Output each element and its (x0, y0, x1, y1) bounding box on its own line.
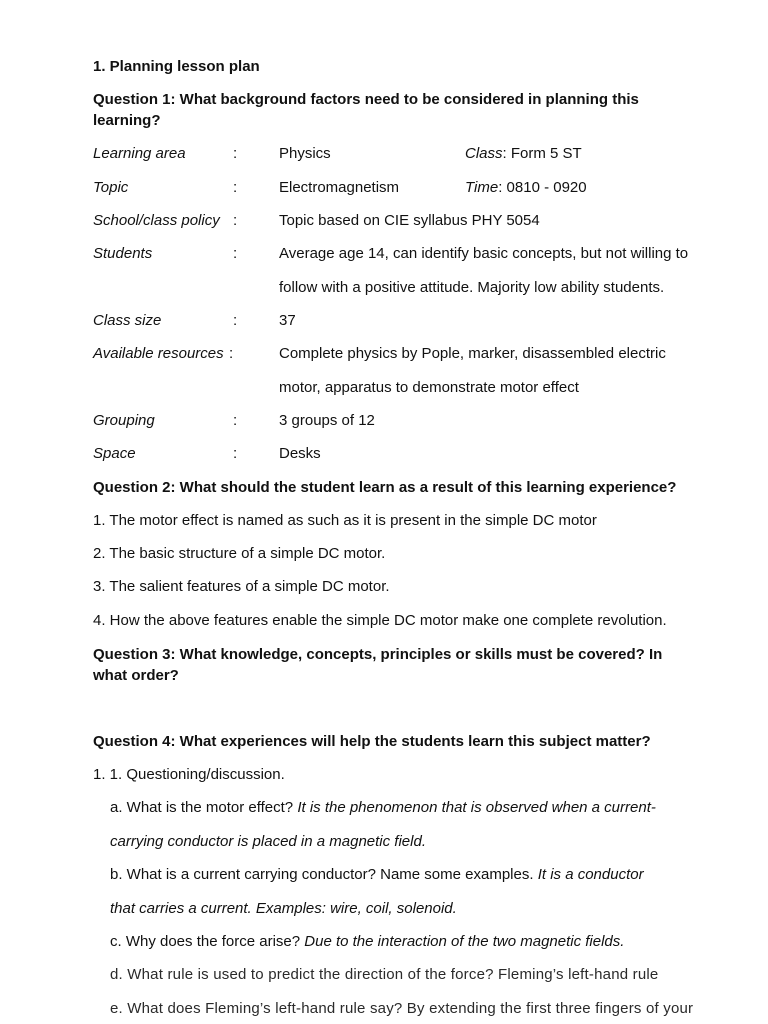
row-label: Students (93, 245, 153, 262)
row-school-policy (93, 212, 733, 230)
row-colon: : (233, 212, 238, 229)
time-key: Time (465, 179, 499, 196)
question-3-title-line1: Question 3: What knowledge, concepts, principles or skills must be covered? In (93, 646, 663, 663)
row-colon: : (233, 145, 238, 162)
row-colon: : (233, 445, 238, 462)
row-label: Class size (93, 312, 162, 329)
row-extra (465, 145, 582, 163)
row-label: Topic (93, 179, 129, 196)
question-2-title: Question 2: What should the student learn as a result of this learning experience? (93, 479, 677, 496)
row-label: Learning area (93, 145, 186, 162)
sub-item-c (110, 933, 624, 951)
class-key: Class (465, 145, 503, 162)
row-value: Desks (279, 445, 321, 462)
row-resources-continuation: motor, apparatus to demonstrate motor effect (279, 379, 579, 396)
section-heading: 1. Planning lesson plan (93, 58, 260, 75)
row-value: Physics (279, 145, 331, 162)
time-value: : 0810 - 0920 (498, 179, 587, 196)
row-colon: : (233, 179, 238, 196)
sub-answer: It is a conductor (537, 866, 644, 883)
row-space (93, 445, 733, 463)
list-item: 2. The basic structure of a simple DC motor. (93, 545, 386, 562)
row-value: Average age 14, can identify basic concepts, but not willing to (279, 245, 689, 262)
row-colon: : (233, 412, 238, 429)
row-label: Grouping (93, 412, 155, 429)
row-class-size (93, 312, 733, 330)
list-item: 3. The salient features of a simple DC motor. (93, 578, 390, 595)
sub-question: a. What is the motor effect? (110, 799, 298, 816)
row-value: Topic based on CIE syllabus PHY 5054 (279, 212, 540, 229)
sub-item-e: e. What does Fleming’s left-hand rule say? By extending the first three fingers of your (110, 1000, 694, 1017)
row-value: 3 groups of 12 (279, 412, 375, 429)
row-grouping (93, 412, 733, 430)
sub-question: b. What is a current carrying conductor? Name some examples. (110, 866, 538, 883)
row-learning-area (93, 145, 733, 163)
sub-item-b-continuation: that carries a current. Examples: wire, coil, solenoid. (110, 900, 457, 917)
row-label: Space (93, 445, 136, 462)
row-colon: : (233, 245, 238, 262)
row-label: School/class policy (93, 212, 220, 229)
row-resources (93, 345, 733, 363)
class-value: : Form 5 ST (502, 145, 582, 162)
sub-item-a-continuation: carrying conductor is placed in a magnetic field. (110, 833, 426, 850)
question-1-title-line2: learning? (93, 112, 161, 129)
row-colon: : (233, 312, 238, 329)
row-students (93, 245, 733, 263)
list-item: 4. How the above features enable the simple DC motor make one complete revolution. (93, 612, 667, 629)
row-value: Electromagnetism (279, 179, 400, 196)
sub-item-d: d. What rule is used to predict the direction of the force? Fleming’s left-hand rule (110, 966, 659, 983)
question-4-title: Question 4: What experiences will help the students learn this subject matter? (93, 733, 651, 750)
question-1-title-line1: Question 1: What background factors need to be considered in planning this (93, 91, 639, 108)
row-extra (465, 179, 587, 197)
row-value: Complete physics by Pople, marker, disassembled electric (279, 345, 666, 362)
sub-answer: Due to the interaction of the two magnetic fields. (304, 933, 625, 950)
list-item: 1. The motor effect is named as such as it is present in the simple DC motor (93, 512, 597, 529)
list-item: 1. 1. Questioning/discussion. (93, 766, 285, 783)
row-label: Available resources (93, 345, 224, 362)
row-topic (93, 179, 733, 197)
row-colon: : (229, 345, 234, 362)
sub-item-b (110, 866, 644, 884)
sub-answer: It is the phenomenon that is observed when a current- (297, 799, 656, 816)
question-3-title-line2: what order? (93, 667, 179, 684)
sub-question: c. Why does the force arise? (110, 933, 305, 950)
sub-item-a (110, 799, 656, 817)
row-value: 37 (279, 312, 296, 329)
row-students-continuation: follow with a positive attitude. Majority low ability students. (279, 279, 665, 296)
